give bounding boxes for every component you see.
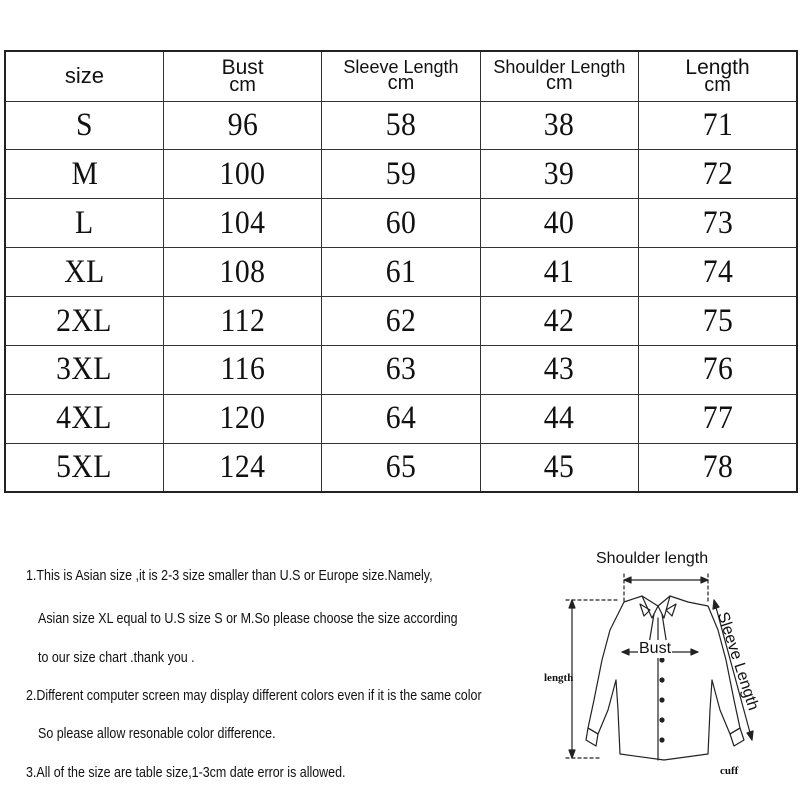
shoulder-cell: 45 [480, 443, 638, 492]
sleeve-cell: 64 [322, 394, 480, 443]
sleeve-cell: 63 [322, 345, 480, 394]
length-cell: 73 [639, 199, 797, 248]
header-shoulder-length [480, 51, 638, 101]
header-bust [163, 51, 321, 101]
table-row [5, 394, 797, 443]
bust-cell: 124 [163, 443, 321, 492]
shoulder-cell: 38 [480, 101, 638, 150]
header-sleeve-length [322, 51, 480, 101]
bust-cell: 108 [163, 248, 321, 297]
header-size [5, 51, 163, 101]
sleeve-cell: 58 [322, 101, 480, 150]
note-line: 3.All of the size are table size,1-3cm date error is allowed. [26, 765, 346, 781]
shoulder-arrow-head-right [701, 577, 708, 583]
size-cell: S [5, 101, 163, 150]
note-line: Asian size XL equal to U.S size S or M.So please choose the size according [38, 611, 458, 627]
header-bust-unit: cm [229, 73, 256, 96]
length-cell: 75 [639, 297, 797, 346]
size-cell: XL [5, 248, 163, 297]
size-cell: 3XL [5, 345, 163, 394]
sleeve-cell: 59 [322, 150, 480, 199]
note-line: So please allow resonable color difference. [38, 726, 276, 742]
bust-cell: 100 [163, 150, 321, 199]
length-cell: 74 [639, 248, 797, 297]
shoulder-cell: 39 [480, 150, 638, 199]
blouse-illustration [530, 540, 800, 800]
header-length-unit: cm [704, 73, 731, 96]
table-row [5, 150, 797, 199]
header-size-label: size [64, 62, 104, 88]
note-line: to our size chart .thank you . [38, 650, 195, 666]
bust-label: Bust [639, 640, 672, 657]
header-length [639, 51, 797, 101]
size-cell: M [5, 150, 163, 199]
sleeve-cell: 60 [322, 199, 480, 248]
shoulder-length-label: Shoulder length [596, 550, 709, 567]
bust-cell: 104 [163, 199, 321, 248]
size-cell: 4XL [5, 394, 163, 443]
size-chart-table [4, 50, 798, 493]
shoulder-cell: 41 [480, 248, 638, 297]
header-shoulder-label: Shoulder Length [493, 57, 626, 78]
length-cell: 71 [639, 101, 797, 150]
shoulder-cell: 44 [480, 394, 638, 443]
length-label: length [544, 672, 574, 684]
length-cell: 78 [639, 443, 797, 492]
header-sleeve-label: Sleeve Length [343, 57, 459, 78]
table-row [5, 199, 797, 248]
sleeve-cell: 62 [322, 297, 480, 346]
table-row [5, 248, 797, 297]
table-row [5, 443, 797, 492]
shoulder-cell: 42 [480, 297, 638, 346]
sleeve-length-label: Sleeve Length [713, 610, 762, 713]
bust-cell: 112 [163, 297, 321, 346]
size-cell: L [5, 199, 163, 248]
shoulder-cell: 40 [480, 199, 638, 248]
header-bust-label: Bust [221, 55, 264, 79]
size-cell: 2XL [5, 297, 163, 346]
length-cell: 76 [639, 345, 797, 394]
note-line: 2.Different computer screen may display different colors even if it is the same color [26, 688, 482, 704]
sleeve-cell: 65 [322, 443, 480, 492]
bust-cell: 116 [163, 345, 321, 394]
size-cell: 5XL [5, 443, 163, 492]
table-header-row [5, 51, 797, 101]
length-cell: 72 [639, 150, 797, 199]
header-length-label: Length [685, 55, 750, 79]
shoulder-arrow-head-left [624, 577, 631, 583]
sleeve-cell: 61 [322, 248, 480, 297]
table-row [5, 297, 797, 346]
header-shoulder-unit: cm [546, 72, 573, 95]
bust-cell: 96 [163, 101, 321, 150]
table-row [5, 101, 797, 150]
length-cell: 77 [639, 394, 797, 443]
shoulder-cell: 43 [480, 345, 638, 394]
bust-cell: 120 [163, 394, 321, 443]
measurement-diagram [530, 540, 800, 800]
cuff-label: cuff [720, 765, 739, 777]
table-row [5, 345, 797, 394]
header-sleeve-unit: cm [387, 72, 415, 95]
note-line: 1.This is Asian size ,it is 2-3 size smaller than U.S or Europe size.Namely, [26, 568, 433, 584]
